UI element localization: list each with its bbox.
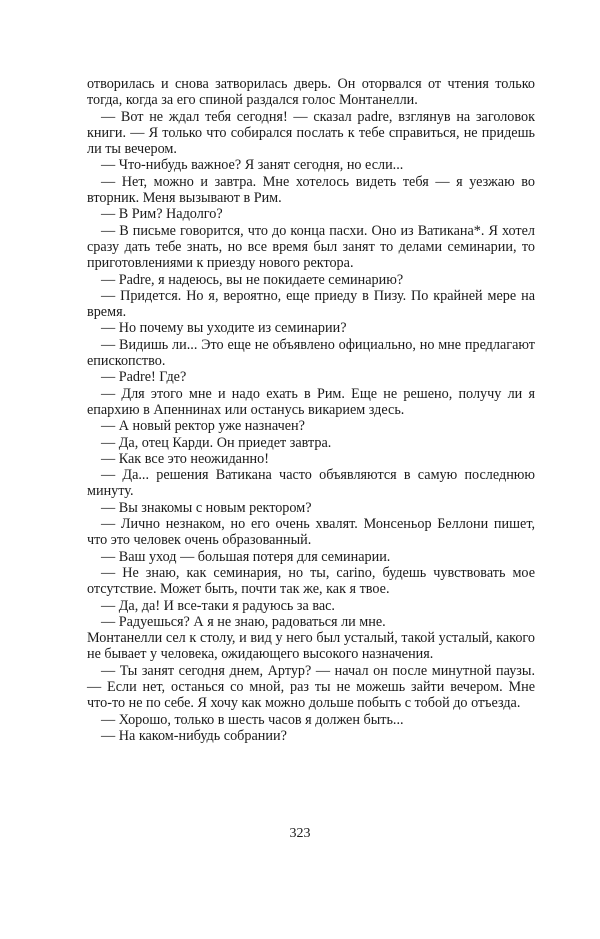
paragraph: — Видишь ли... Это еще не объявлено официально, но мне предлагают епископство. xyxy=(87,336,535,370)
paragraph: — В Рим? Надолго? xyxy=(101,206,223,223)
paragraph: — А новый ректор уже назначен? xyxy=(101,418,305,435)
paragraph: — Придется. Но я, вероятно, еще приеду в Пизу. По крайней мере на время. xyxy=(87,287,535,321)
paragraph: — Вы знакомы с новым ректором? xyxy=(101,499,312,516)
paragraph: — Padre! Где? xyxy=(101,369,187,386)
paragraph: отворилась и снова затворилась дверь. Он оторвался от чтения только тогда, когда за его спиной раздался голос Монтанелли. xyxy=(87,76,535,109)
paragraph: — Хорошо, только в шесть часов я должен быть... xyxy=(101,711,404,728)
paragraph: — Нет, можно и завтра. Мне хотелось видеть тебя — я уезжаю во вторник. Меня вызывают в Рим. xyxy=(87,173,535,207)
paragraph: — Лично незнаком, но его очень хвалят. Монсеньор Беллони пишет, что это человек очень образованный. xyxy=(87,516,535,549)
paragraph: — Да... решения Ватикана часто объявляются в самую последнюю минуту. xyxy=(87,467,535,500)
paragraph: — Не знаю, как семинария, но ты, carino, будешь чувствовать мое отсутствие. Может быть, почти так же, как я твое. xyxy=(87,564,535,598)
paragraph: — Что-нибудь важное? Я занят сегодня, но если... xyxy=(101,157,404,174)
paragraph: Монтанелли сел к столу, и вид у него был усталый, такой усталый, какого не бывает у человека, ожидающего высокого назначения. xyxy=(87,630,535,663)
paragraph: — Как все это неожиданно! xyxy=(101,450,269,467)
paragraph: — Padre, я надеюсь, вы не покидаете семинарию? xyxy=(101,271,404,288)
paragraph: — Ваш уход — большая потеря для семинарии. xyxy=(101,548,391,565)
paragraph: — На каком-нибудь собрании? xyxy=(101,727,287,744)
paragraph: — Вот не ждал тебя сегодня! — сказал padre, взглянув на заголовок книги. — Я только что собирался послать к тебе справиться, не придешь ли ты вечером. xyxy=(87,108,535,158)
paragraph: — Да, да! И все-таки я радуюсь за вас. xyxy=(101,597,335,614)
page-body xyxy=(87,76,535,744)
paragraph: — Для этого мне и надо ехать в Рим. Еще не решено, получу ли я епархию в Апеннинах или останусь викарием здесь. xyxy=(87,385,535,418)
paragraph: — В письме говорится, что до конца пасхи. Оно из Ватикана*. Я хотел сразу дать тебе знать, но все время был занят то делами семинарии, то приготовлениями к приезду нового ректора. xyxy=(87,222,535,272)
page-number: 323 xyxy=(289,826,311,841)
paragraph: — Ты занят сегодня днем, Артур? — начал он после минутной паузы. — Если нет, останься со мной, раз ты не можешь зайти вечером. Мне что-то не по себе. Я хочу как можно дольше побыть с тобой до отъезда. xyxy=(87,662,535,712)
paragraph: — Радуешься? А я не знаю, радоваться ли мне. xyxy=(101,613,386,630)
paragraph: — Но почему вы уходите из семинарии? xyxy=(101,320,347,337)
paragraph: — Да, отец Карди. Он приедет завтра. xyxy=(101,434,332,451)
